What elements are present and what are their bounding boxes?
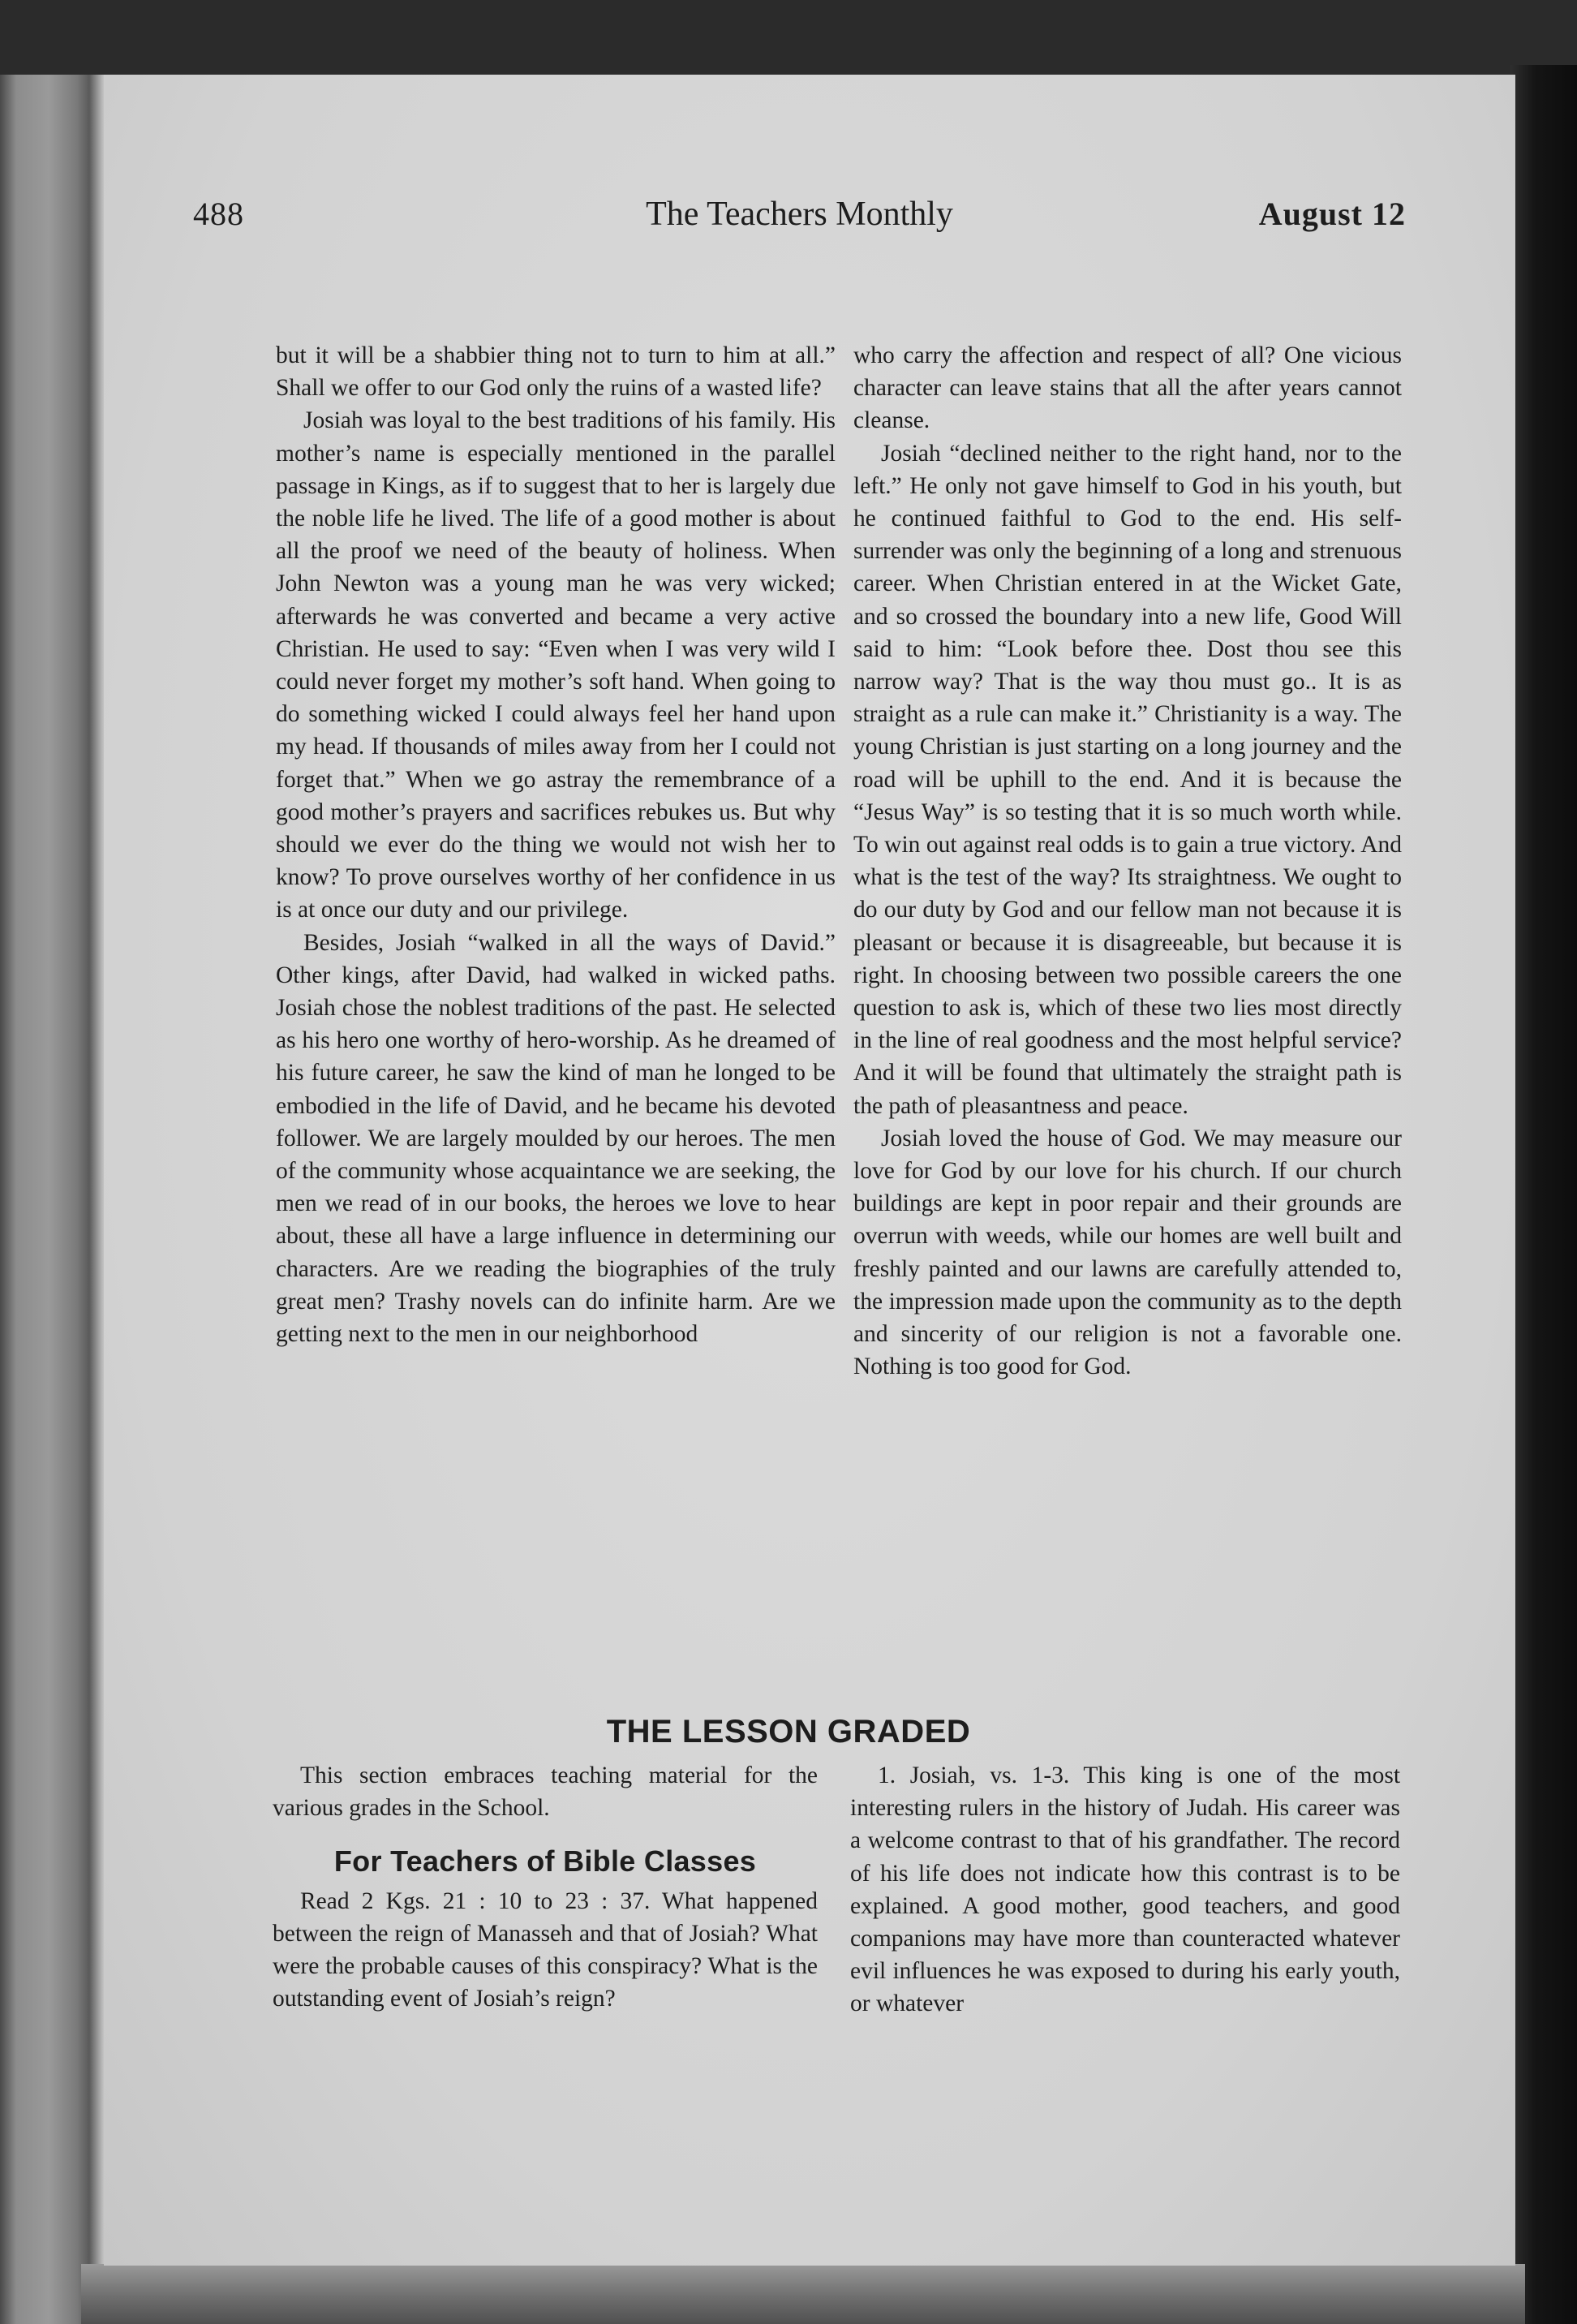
issue-date: August 12 xyxy=(1258,196,1406,232)
paragraph: but it will be a shabbier thing not to turn to him at all.” Shall we offer to our God only the ruins of a wasted life? xyxy=(276,342,836,402)
paragraph: Josiah was loyal to the best traditions of his family. His mother’s name is especially mentioned in the parallel passage in Kings, as if to suggest that to her is largely due the noble life he lived. The life of a good mother is about all the proof we need of the beauty of holiness. When John Newton was a young man he was very wicked; afterwards he was converted and became a very active Christian. He used to say: “Even when I was very wild I could never forget my mother’s soft hand. When going to do something wicked I could always feel her hand upon my head. If thousands of miles away from her I could not forget that.” When we go astray the remembrance of a good mother’s prayers and sacrifices rebukes us. But why should we ever do the thing we would not wish her to know? To prove ourselves worthy of her confidence in us is at once our duty and our privilege. xyxy=(276,407,836,923)
left-column xyxy=(276,339,836,1350)
scan-top-border xyxy=(0,0,1577,75)
book-bottom-edge xyxy=(81,2264,1525,2324)
point-label: 1. Josiah, vs. 1-3. xyxy=(878,1762,1070,1788)
paragraph: Besides, Josiah “walked in all the ways of David.” Other kings, after David, had walked in wicked paths. Josiah chose the noblest traditions of the past. He selected as his hero one worthy of hero-worship. As he dreamed of his future career, he saw the kind of man he longed to be embodied in the life of David, and he became his devoted follower. We are largely moulded by our heroes. The men of the community whose acquaintance we are seeking, the men we read of in our books, the heroes we love to hear about, these all have a large influence in determining our characters. Are we reading the biographies of the truly great men? Trashy novels can do infinite harm. Are we getting next to the men in our neighborhood xyxy=(276,929,836,1348)
point-text: This king is one of the most interesting rulers in the history of Judah. His career was a welcome contrast to that of his grandfather. The record of his life does not indicate how this contrast is to be explained. A good mother, good teachers, and good companions may have more than counteracted whatever evil influences he was exposed to during his early youth, or whatever xyxy=(850,1762,1401,2017)
running-head xyxy=(193,195,1406,243)
journal-title: The Teachers Monthly xyxy=(646,196,953,233)
right-column xyxy=(853,339,1402,1384)
paragraph xyxy=(850,1759,1400,2021)
paragraph: Josiah “declined neither to the right hand, nor to the left.” He only not gave himself to God in his youth, but he continued faithful to God to the end. His self-surrender was only the beginning of a long and strenuous career. When Christian entered in at the Wicket Gate, and so crossed the boundary into a new life, Good Will said to him: “Look before thee. Dost thou see this narrow way? That is the way thou must go.. It is as straight as a rule can make it.” Christianity is a way. The young Christian is just starting on a long journey and the road will be uphill to the end. And it is because the “Jesus Way” is so testing that it is so much worth while. To win out against real odds is to gain a true victory. And what is the test of the way? Its straightness. We ought to do our duty by God and our fellow man not because it is pleasant or because it is disagreeable, but because it is right. In choosing between two possible careers the one question to ask is, which of these two lies most directly in the line of real goodness and the most helpful service? And it will be found that ultimately the straight path is the path of pleasantness and peace. xyxy=(853,440,1402,1119)
paragraph: Read 2 Kgs. 21 : 10 to 23 : 37. What happened between the reign of Manasseh and that of Josiah? What were the probable causes of this conspiracy? What is the outstanding event of Josiah’s reign? xyxy=(273,1887,818,2012)
book-left-edge xyxy=(0,75,105,2324)
paragraph: who carry the affection and respect of all? One vicious character can leave stains that all the after years cannot cleanse. xyxy=(853,342,1402,434)
subsection-heading: For Teachers of Bible Classes xyxy=(333,1844,757,1879)
lesson-right-column xyxy=(850,1759,1400,2021)
lesson-left-column xyxy=(273,1759,818,2015)
section-heading: THE LESSON GRADED xyxy=(606,1714,971,1749)
section-intro: This section embraces teaching material for the various grades in the School. xyxy=(273,1762,818,1822)
book-right-edge xyxy=(1510,65,1577,2324)
page-number: 488 xyxy=(193,196,244,232)
paragraph: Josiah loved the house of God. We may measure our love for God by our love for his church. If our church buildings are kept in poor repair and their grounds are overrun with weeds, while our homes are well built and freshly painted and our lawns are carefully attended to, the impression made upon the community as to the depth and sincerity of our religion is not a favorable one. Nothing is too good for God. xyxy=(853,1125,1402,1380)
